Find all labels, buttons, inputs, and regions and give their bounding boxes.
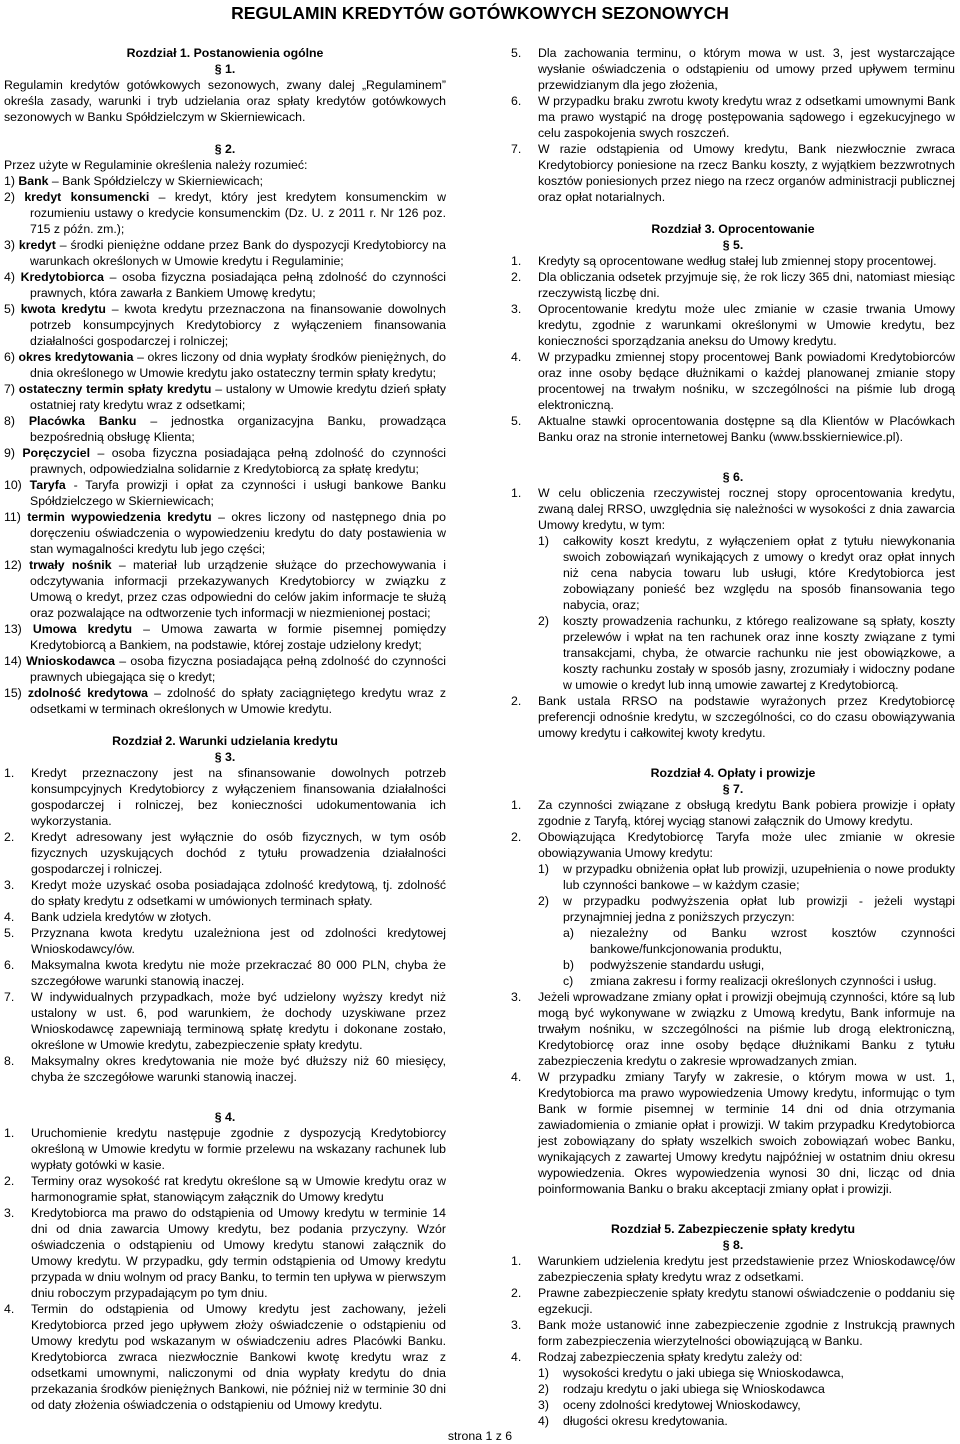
- list-item: 4. W przypadku zmiany Taryfy w zakresie, o którym mowa w ust. 1, Kredytobiorca ma prawo wypowiedzenia Umowy kredytu, informując o tym Bank w formie pisemnej w terminie 14 dni od dnia otrzymania zawiadomienia o zmianie opłat i prowizji. W takim przypadku Kredytobiorca jest zobowiązany do spłaty wszelkich swoich zobowiązań wobec Banku, wynikających z zawartej Umowy kredytu najpóźniej w ostatnim dniu okresu wypowiedzenia. Okres wypowiedzenia wynosi 30 dni, licząc od dnia poinformowania Banku o braku akceptacji zmiany opłat i prowizji.: [511, 1070, 955, 1196]
- list-item: 2) w przypadku podwyższenia opłat lub prowizji - jeżeli wystąpi przynajmniej jedna z poniższych przyczyn:: [538, 894, 955, 924]
- definition-item: 13) Umowa kredytu – Umowa zawarta w formie pisemnej pomiędzy Kredytobiorcą a Bankiem, na podstawie, której zostaje udzielony kredyt;: [4, 622, 447, 652]
- list-item: 2) rodzaju kredytu o jaki ubiega się Wnioskodawca: [538, 1382, 825, 1396]
- list-item: 4. Termin do odstąpienia od Umowy kredytu jest zachowany, jeżeli Kredytobiorca przed jego upływem złoży oświadczenie o odstąpieniu od Umowy kredytu pod wskazanym w oświadczeniu adres Placówki Banku. Kredytobiorca zwraca niezwłocznie Bankowi kwotę kredytu wraz z odsetkami umownymi, naliczonymi od dnia wypłaty kredytu do dnia przekazania środków pieniężnych Bankowi, nie później niż w terminie 30 dni od daty złożenia oświadczenia o odstąpieniu od Umowy kredytu.: [4, 1302, 446, 1412]
- list-item: 2. Prawne zabezpieczenie spłaty kredytu stanowi oświadczenie o poddaniu się egzekucji.: [511, 1286, 955, 1316]
- list-item: 3. Bank może ustanowić inne zabezpieczenie zgodnie z Instrukcją prawnych form zabezpieczenia wierzytelności obowiązującą w Banku.: [511, 1318, 955, 1348]
- definition-item: 1) Bank – Bank Spółdzielczy w Skierniewicach;: [4, 174, 264, 188]
- definition-item: 8) Placówka Banku – jednostka organizacyjna Banku, prowadząca bezpośrednią obsługę Klienta;: [4, 414, 446, 444]
- paragraph-7-sublist: [511, 861, 955, 925]
- paragraph-5-mark: § 5.: [722, 238, 744, 252]
- list-item: 2. Obowiązująca Kredytobiorcę Taryfa może ulec zmianie w okresie obowiązywania Umowy kredytu:: [511, 830, 955, 860]
- chapter-2-heading: Rozdział 2. Warunki udzielania kredytu: [112, 734, 338, 748]
- definition-item: 2) kredyt konsumencki – kredyt, który jest kredytem konsumenckim w rozumieniu ustawy o kredycie konsumenckim (Dz. U. z 2011 r. Nr 126 poz. 715 z późn. zm.);: [4, 190, 447, 236]
- list-item: 6. W przypadku braku zwrotu kwoty kredytu wraz z odsetkami umownymi Bank ma prawo wystąpić na drogę postępowania sądowego i egzekucyjnego w celu zaspokojenia swych roszczeń.: [511, 94, 955, 140]
- chapter-3-heading: Rozdział 3. Oprocentowanie: [651, 222, 815, 236]
- list-item: 5. Dla zachowania terminu, o którym mowa w ust. 3, jest wystarczające wysłanie oświadczenia o odstąpieniu od umowy przed upływem terminu przewidzianym dla jego złożenia,: [511, 46, 955, 92]
- definition-item: 15) zdolność kredytowa – zdolność do spłaty zaciągniętego kredytu wraz z odsetkami w terminach określonych w Umowie kredytu.: [4, 686, 446, 716]
- paragraph-7-mark: § 7.: [722, 782, 744, 796]
- definition-item: 9) Poręczyciel – osoba fizyczna posiadająca pełną zdolność do czynności prawnych, odpowiedzialna solidarnie z Kredytobiorcą za spłatę kredytu;: [4, 446, 447, 476]
- list-item: 3. Jeżeli wprowadzane zmiany opłat i prowizji obejmują czynności, które są lub mogą być wykonywane w związku z Umową kredytu, Bank informuje na trwałym nośniku, w szczególności na piśmie lub drogą elektroniczną, Kredytobiorcę oraz inne osoby będące dłużnikami Banku z tytułu zabezpieczenia kredytu o zakresie wprowadzanych zmian.: [511, 990, 955, 1068]
- definition-item: 12) trwały nośnik – materiał lub urządzenie służące do przechowywania i odczytywania informacji przekazywanych Kredytobiorcy w związku z Umową o kredyt, przez czas odpowiedni do celów jakim informacje te służą oraz pozwalające na odtworzenie tych informacji w niezmienionej postaci;: [4, 558, 447, 620]
- paragraph-4-list-right: [511, 45, 955, 205]
- list-item: 2. Terminy oraz wysokość rat kredytu określone są w Umowie kredytu oraz w harmonogramie spłat, stanowiącym załącznik do Umowy kredytu: [4, 1174, 446, 1204]
- paragraph-1-mark: § 1.: [214, 62, 236, 76]
- definition-item: 3) kredyt – środki pieniężne oddane przez Bank do dyspozycji Kredytobiorcy na warunkach określonych w Umowie kredytu i Regulaminie;: [4, 238, 446, 268]
- paragraph-8-sublist: [511, 1365, 955, 1429]
- list-item: 2. Dla obliczania odsetek przyjmuje się, że rok liczy 365 dni, natomiast miesiąc rzeczywistą liczbę dni.: [511, 270, 955, 300]
- list-item: 1. Kredyt przeznaczony jest na sfinansowanie dowolnych potrzeb konsumpcyjnych Kredytobiorcy z wyłączeniem finansowania działalności gospodarczej i rolniczej, bez konieczności udokumentowania ich wykorzystania.: [4, 766, 446, 828]
- list-item: 1) całkowity koszt kredytu, z wyłączeniem opłat z tytułu niewykonania swoich zobowiązań wynikających z umowy o kredyt oraz opłat innych niż cena nabycia towaru lub usługi, które Kredytobiorca jest zobowiązany ponieść bez względu na sposób finansowania tego nabycia, oraz;: [538, 534, 955, 612]
- paragraph-7-letter-list: [538, 925, 955, 989]
- list-item: 4. Rodzaj zabezpieczenia spłaty kredytu zależy od:: [511, 1350, 803, 1364]
- paragraph-3-list: [4, 765, 446, 1085]
- list-item: 3. Kredytobiorca ma prawo do odstąpienia od Umowy kredytu w terminie 14 dni od dnia zawarcia Umowy kredytu, bez podania przyczyny. Wzór oświadczenia o odstąpieniu od Umowy kredytu stanowi załącznik do Umowy kredytu. W przypadku, gdy termin odstąpienia od Umowy kredytu przypada w dniu wolnym od pracy Banku, to termin ten upływa w pierwszym dniu roboczym przypadającym po tym dniu.: [4, 1206, 446, 1300]
- list-item: 5. Przyznana kwota kredytu uzależniona jest od zdolności kredytowej Wnioskodawcy/ów.: [4, 926, 446, 956]
- list-item: 3. Oprocentowanie kredytu może ulec zmianie w czasie trwania Umowy kredytu, zgodnie z warunkami określonymi w Umowie kredytu, bez konieczności sporządzania aneksu do Umowy kredytu.: [511, 302, 955, 348]
- list-item: 2. Kredyt adresowany jest wyłącznie do osób fizycznych, w tym osób fizycznych uzyskujących dochód z tytułu prowadzenia działalności gospodarczej i rolniczej.: [4, 830, 446, 876]
- paragraph-2-mark: § 2.: [214, 142, 236, 156]
- list-item: 1. Kredyty są oprocentowane według stałej lub zmiennej stopy procentowej.: [511, 254, 937, 268]
- list-item: 1. Za czynności związane z obsługą kredytu Bank pobiera prowizje i opłaty zgodnie z Taryfą, której wyciąg stanowi załącznik do Umowy kredytu.: [511, 798, 955, 828]
- list-item: 7. W indywidualnych przypadkach, może być udzielony wyższy kredyt niż ustalony w ust. 6, pod warunkiem, że dochody uzyskiwane przez Wnioskodawcę zapewniają terminową spłatę kredytu i dokonane zostało, określone w Umowie kredytu, zabezpieczenie spłaty kredytu.: [4, 990, 446, 1052]
- definition-item: 10) Taryfa - Taryfa prowizji i opłat za czynności i usługi bankowe Banku Spółdzielczego w Skierniewicach;: [4, 478, 447, 508]
- list-item: 6. Maksymalna kwota kredytu nie może przekraczać 80 000 PLN, chyba że szczegółowe warunki stanowią inaczej.: [4, 958, 446, 988]
- list-item: 8. Maksymalny okres kredytowania nie może być dłuższy niż 60 miesięcy, chyba że szczegółowe warunki stanowią inaczej.: [4, 1054, 446, 1084]
- left-column: [4, 45, 446, 1413]
- definition-item: 11) termin wypowiedzenia kredytu – okres liczony od następnego dnia po doręczeniu oświadczenia o wypowiedzeniu kredytu do daty postawienia w stan wymagalności kredytu lub jego części;: [4, 510, 446, 556]
- page-footer: strona 1 z 6: [447, 1429, 513, 1443]
- list-item: 4. W przypadku zmiennej stopy procentowej Bank powiadomi Kredytobiorców oraz inne osoby będące dłużnikami o każdej planowanej zmianie stopy procentowej na trwałym nośniku, w szczególności na piśmie lub drogą elektroniczną.: [511, 350, 955, 412]
- paragraph-6-sublist: [511, 533, 955, 693]
- list-item: 2) koszty prowadzenia rachunku, z którego realizowane są spłaty, koszty przelewów i wpłat na ten rachunek oraz inne koszty związane z tymi transakcjami, chyba, że otwarcie rachunku nie jest obowiązkowe, a koszty rachunku zostały w sposób jasny, zrozumiały i widoczny podane w umowie o kredyt lub inną umowie zawartej z Kredytobiorcą.: [538, 614, 955, 692]
- document-title: REGULAMIN KREDYTÓW GOTÓWKOWYCH SEZONOWYCH: [231, 3, 729, 23]
- chapter-4-heading: Rozdział 4. Opłaty i prowizje: [650, 766, 816, 780]
- definition-item: 6) okres kredytowania – okres liczony od dnia wypłaty środków pieniężnych, do dnia określonego w Umowie kredytu jako ostateczny termin spłaty kredytu;: [4, 350, 447, 380]
- chapter-5-heading: Rozdział 5. Zabezpieczenie spłaty kredytu: [611, 1222, 855, 1236]
- list-item: 1. Uruchomienie kredytu następuje zgodnie z dyspozycją Kredytobiorcy określoną w Umowie kredytu w formie przelewu na wskazany rachunek lub wypłaty gotówki w kasie.: [4, 1126, 446, 1172]
- definition-item: 4) Kredytobiorca – osoba fizyczna posiadająca pełną zdolność do czynności prawnych, która zawarła z Bankiem Umowę kredytu;: [4, 270, 446, 300]
- list-item: 1. W celu obliczenia rzeczywistej rocznej stopy oprocentowania kredytu, zwaną dalej RRSO, uwzględnia się należności w wysokości z dnia zawarcia Umowy kredytu, w tym:: [511, 486, 955, 532]
- paragraph-1-text: Regulamin kredytów gotówkowych sezonowych, zwany dalej „Regulaminem” określa zasady, warunki i tryb udzielania oraz spłaty kredytów gotówkowych sezonowych w Banku Spółdzielczym w Skierniewicach.: [4, 78, 446, 124]
- definitions-list: [4, 173, 446, 717]
- list-item: 1) w przypadku obniżenia opłat lub prowizji, uzupełnienia o nowe produkty lub czynności bankowe – w każdym czasie;: [538, 862, 955, 892]
- list-item: 1. Warunkiem udzielenia kredytu jest przedstawienie przez Wnioskodawcę/ów zabezpieczenia spłaty kredytu wraz z odsetkami.: [511, 1254, 955, 1284]
- paragraph-4-mark: § 4.: [214, 1110, 236, 1124]
- list-item: a) niezależny od Banku wzrost kosztów czynności bankowe/funkcjonowania produktu,: [563, 926, 955, 956]
- list-item: 4) długości okresu kredytowania.: [538, 1414, 728, 1428]
- paragraph-3-mark: § 3.: [214, 750, 236, 764]
- paragraph-6-mark: § 6.: [722, 470, 744, 484]
- list-item: c) zmiana zakresu i formy realizacji określonych czynności i usług.: [563, 974, 937, 988]
- list-item: 1) wysokości kredytu o jaki ubiega się Wnioskodawca,: [538, 1366, 844, 1380]
- list-item: b) podwyższenie standardu usługi,: [563, 958, 765, 972]
- paragraph-4-list-left: [4, 1125, 446, 1413]
- definition-item: 7) ostateczny termin spłaty kredytu – ustalony w Umowie kredytu dzień spłaty ostatniej raty kredytu wraz z odsetkami;: [4, 382, 447, 412]
- paragraph-2-intro: Przez użyte w Regulaminie określenia należy rozumieć:: [4, 158, 308, 172]
- list-item: 2. Bank ustala RRSO na podstawie wyrażonych przez Kredytobiorcę preferencji odnośnie kredytu, w szczególności, co do czasu obowiązywania umowy kredytu i całkowitej kwoty kredytu.: [511, 694, 955, 740]
- definition-item: 5) kwota kredytu – kwota kredytu przeznaczona na finansowanie dowolnych potrzeb konsumpcyjnych Kredytobiorcy z wyłączeniem finansowania działalności gospodarczej i rolniczej;: [4, 302, 447, 348]
- list-item: 3. Kredyt może uzyskać osoba posiadająca zdolność kredytową, tj. zdolność do spłaty kredytu z odsetkami w umówionych terminach spłaty.: [4, 878, 446, 908]
- definition-item: 14) Wnioskodawca – osoba fizyczna posiadająca pełną zdolność do czynności prawnych ubiegająca się o kredyt;: [4, 654, 446, 684]
- paragraph-8-mark: § 8.: [722, 1238, 744, 1252]
- chapter-1-heading: Rozdział 1. Postanowienia ogólne: [126, 46, 324, 60]
- right-column: [511, 45, 955, 1429]
- list-item: 5. Aktualne stawki oprocentowania dostępne są dla Klientów w Placówkach Banku oraz na stronie internetowej Banku (www.bsskierniewice.pl).: [511, 414, 955, 444]
- list-item: 3) oceny zdolności kredytowej Wnioskodawcy,: [538, 1398, 801, 1412]
- paragraph-5-list: [511, 253, 955, 445]
- list-item: 4. Bank udziela kredytów w złotych.: [4, 910, 212, 924]
- paragraph-8-list: [511, 1253, 955, 1349]
- list-item: 7. W razie odstąpienia od Umowy kredytu, Bank niezwłocznie zwraca Kredytobiorcy poniesione na rzecz Banku koszty, z wyjątkiem bezzwrotnych kosztów poniesionych przez niego na rzecz organów administracji publicznej oraz opłat notarialnych.: [511, 142, 955, 204]
